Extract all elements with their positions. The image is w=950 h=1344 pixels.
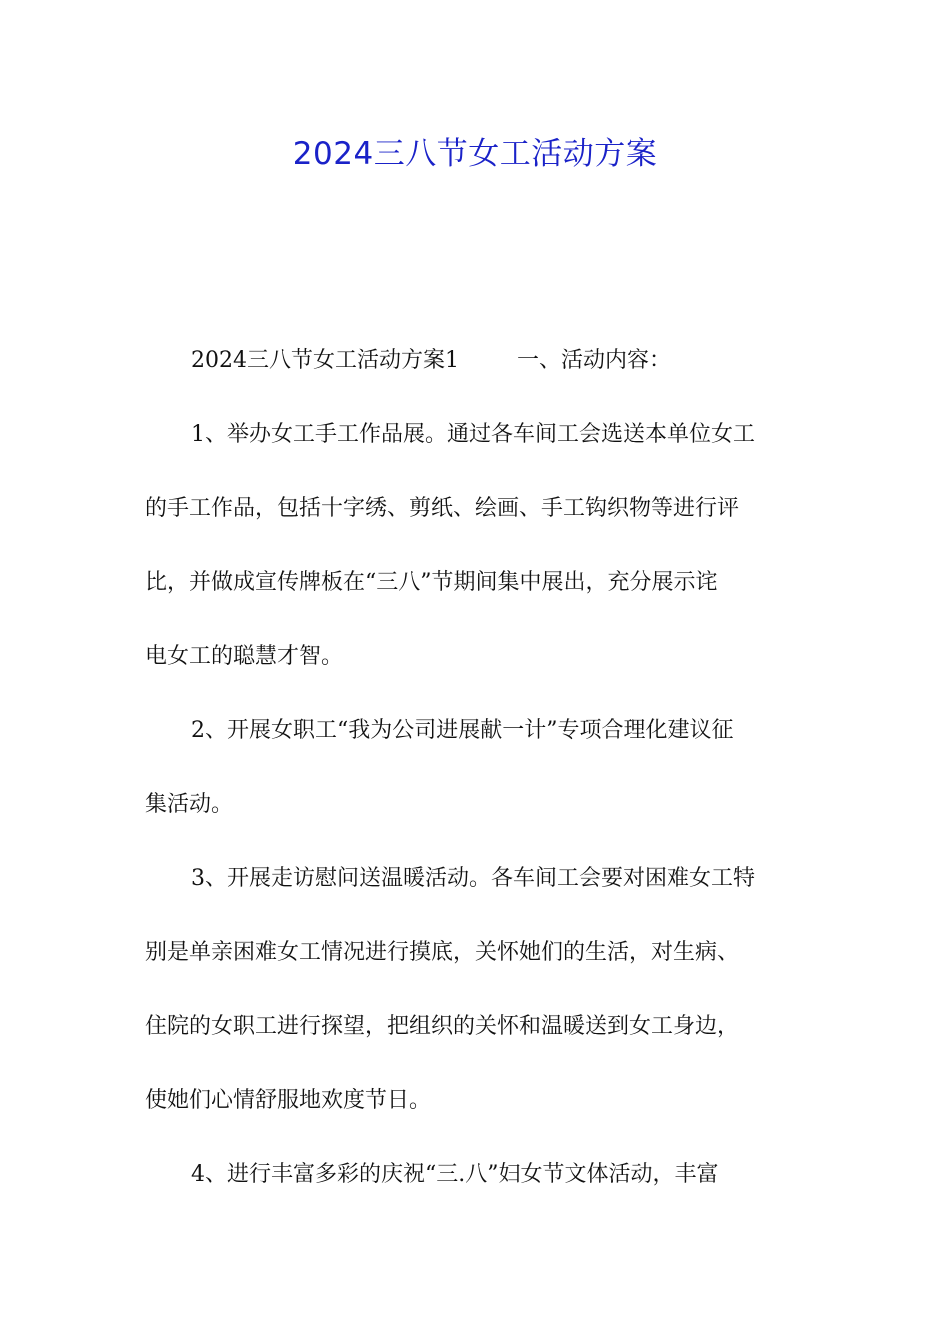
body-line: 使她们心情舒服地欢度节日。	[145, 1088, 432, 1113]
body-line: 集活动。	[145, 792, 234, 817]
intro-line	[145, 338, 805, 412]
document-title: 2024三八节女工活动方案	[292, 136, 658, 172]
body-line: 3、开展走访慰问送温暖活动。各车间工会要对困难女工特	[191, 866, 755, 891]
document-body	[145, 338, 805, 1226]
body-line: 住院的女职工进行探望，把组织的关怀和温暖送到女工身边，	[145, 1014, 740, 1039]
body-line: 电女工的聪慧才智。	[145, 644, 344, 669]
body-line: 比，并做成宣传牌板在“三八”节期间集中展出，充分展示诧	[145, 570, 718, 595]
body-line: 4、进行丰富多彩的庆祝“三.八”妇女节文体活动，丰富	[191, 1162, 719, 1187]
body-line: 1、举办女工手工作品展。通过各车间工会选送本单位女工	[191, 422, 755, 447]
body-line: 2、开展女职工“我为公司进展献一计”专项合理化建议征	[191, 718, 734, 743]
body-line: 的手工作品，包括十字绣、剪纸、绘画、手工钩织物等进行评	[145, 496, 740, 521]
body-line: 别是单亲困难女工情况进行摸底，关怀她们的生活，对生病、	[145, 940, 740, 965]
intro-heading: 2024三八节女工活动方案1	[191, 348, 459, 373]
section-heading: 一、活动内容：	[517, 348, 672, 373]
